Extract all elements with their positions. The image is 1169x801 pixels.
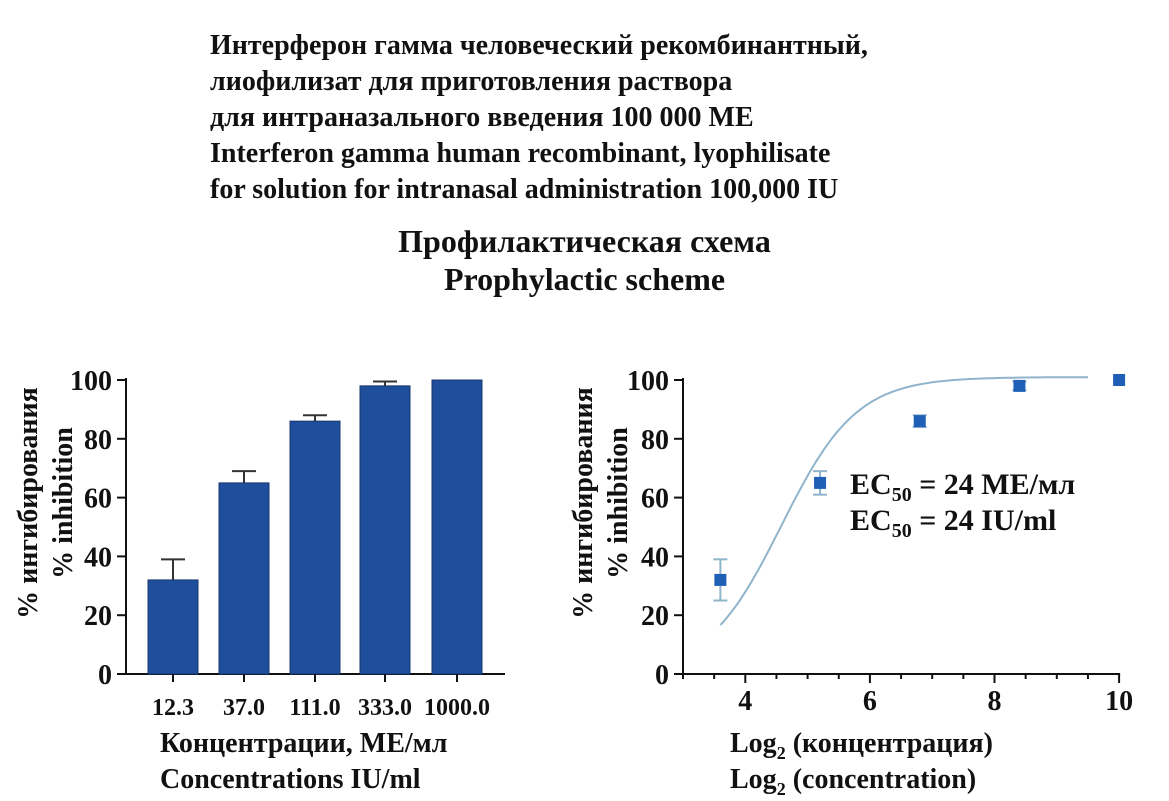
bar-chart [13, 366, 505, 795]
bar-y-tick-label: 100 [70, 366, 112, 397]
dose-ylabel-en: % inhibition [603, 427, 634, 579]
bar-ylabel-en: % inhibition [48, 427, 79, 579]
bar-category-label: 12.3 [152, 695, 194, 721]
bar-category-label: 37.0 [223, 695, 265, 721]
dose-xlabel-ru [730, 728, 993, 763]
bar-y-tick-label: 20 [84, 601, 112, 633]
bar [148, 580, 198, 674]
log-subscript: 2 [776, 779, 786, 799]
data-point [814, 477, 826, 489]
dose-x-tick-label: 6 [862, 686, 877, 717]
dose-y-tick-label: 0 [655, 660, 669, 691]
dose-x-tick-label: 4 [738, 686, 753, 717]
ec-text: EC [850, 468, 892, 501]
dose-xlabel-en [730, 764, 976, 799]
description-line: for solution for intranasal administration 100,000 IU [210, 174, 839, 205]
bar-y-tick-label: 80 [84, 424, 112, 456]
bar-category-label: 111.0 [289, 695, 341, 721]
scheme-title-ru: Профилактическая схема [398, 223, 771, 259]
bar-ylabel-ru: % ингибирования [13, 387, 44, 619]
log-text: Log [730, 728, 777, 759]
xlabel-rest: (концентрация) [785, 728, 994, 759]
bar-y-tick-label: 0 [98, 660, 112, 691]
bar [360, 386, 410, 674]
dose-y-tick-label: 100 [627, 366, 669, 397]
bar [219, 483, 269, 674]
data-point [1113, 374, 1125, 386]
bar [290, 421, 340, 674]
xlabel-rest: (concentration) [785, 764, 977, 795]
description-line: Interferon gamma human recombinant, lyophilisate [210, 138, 831, 169]
description-line: для интраназального введения 100 000 МЕ [210, 102, 754, 133]
bar-y-tick-label: 40 [84, 542, 112, 574]
ec-value: = 24 МЕ/мл [911, 468, 1076, 501]
dose-y-tick-label: 20 [641, 601, 669, 633]
dose-y-tick-label: 40 [641, 542, 669, 574]
data-point [714, 574, 726, 586]
dose-x-tick-label: 10 [1105, 686, 1134, 717]
bar [432, 380, 482, 674]
dose-x-tick-label: 8 [987, 686, 1002, 717]
bar-y-tick-label: 60 [84, 483, 112, 515]
ec50-annotation-en [850, 504, 1056, 542]
dose-y-tick-label: 80 [641, 424, 669, 456]
ec-text: EC [850, 504, 892, 537]
log-text: Log [730, 764, 777, 795]
ec50-annotation-ru [850, 468, 1075, 506]
bar-category-label: 333.0 [358, 695, 412, 721]
bar-xlabel-en: Concentrations IU/ml [160, 764, 421, 795]
ec-subscript: 50 [891, 484, 912, 506]
data-point [914, 415, 926, 427]
description-line: Интерферон гамма человеческий рекомбинантный, [210, 30, 868, 61]
ec-value: = 24 IU/ml [911, 504, 1057, 537]
dose-response-chart [568, 366, 1133, 799]
scheme-title-en: Prophylactic scheme [443, 261, 726, 297]
ec-subscript: 50 [891, 520, 912, 542]
bar-xlabel-ru: Концентрации, МЕ/мл [160, 728, 448, 759]
dose-y-tick-label: 60 [641, 483, 669, 515]
description-line: лиофилизат для приготовления раствора [210, 66, 733, 97]
log-subscript: 2 [776, 743, 786, 763]
data-point [1013, 380, 1025, 392]
dose-ylabel-ru: % ингибирования [568, 387, 599, 619]
bar-category-label: 1000.0 [424, 695, 490, 721]
